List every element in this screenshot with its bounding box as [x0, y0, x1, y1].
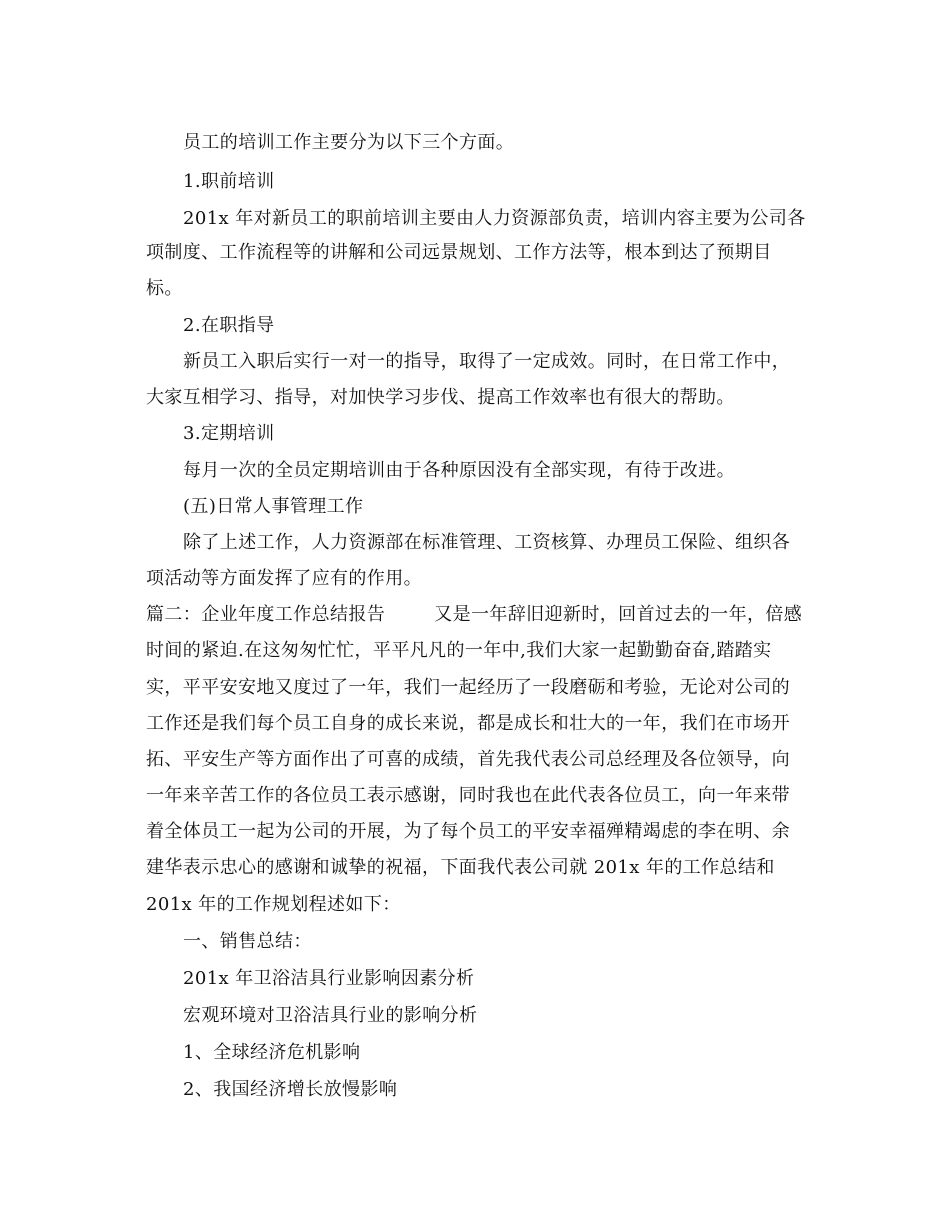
- heading-industry-factors: 201x 年卫浴洁具行业影响因素分析: [183, 968, 475, 989]
- list-item-growth-slowdown: 2、我国经济增长放慢影响: [183, 1079, 398, 1100]
- heading-pre-job-training: 1.职前培训: [183, 171, 275, 192]
- paragraph-report-line-9: 201x 年的工作规划程述如下：: [146, 894, 401, 915]
- paragraph-periodic: 每月一次的全员定期培训由于各种原因没有全部实现，有待于改进。: [183, 460, 735, 481]
- paragraph-report-line-7: 着全体员工一起为公司的开展，为了每个员工的平安幸福殚精竭虑的李在明、余: [146, 821, 790, 842]
- heading-periodic-training: 3.定期培训: [183, 423, 275, 444]
- paragraph-pre-job-line-2: 项制度、工作流程等的讲解和公司远景规划、工作方法等，根本到达了预期目: [146, 242, 772, 263]
- paragraph-report-line-3: 实，平平安安地又度过了一年，我们一起经历了一段磨砺和考验，无论对公司的: [146, 677, 790, 698]
- paragraph-report-line-1: 篇二：企业年度工作总结报告 又是一年辞旧迎新时，回首过去的一年，倍感: [146, 604, 803, 625]
- paragraph-report-line-6: 一年来辛苦工作的各位员工表示感谢，同时我也在此代表各位员工，向一年来带: [146, 785, 790, 806]
- paragraph-on-job-line-1: 新员工入职后实行一对一的指导，取得了一定成效。同时，在日常工作中，: [183, 351, 791, 372]
- paragraph-daily-hr-line-2: 项活动等方面发挥了应有的作用。: [146, 568, 422, 589]
- list-item-global-crisis: 1、全球经济危机影响: [183, 1042, 361, 1063]
- paragraph-report-line-5: 拓、平安生产等方面作出了可喜的成绩，首先我代表公司总经理及各位领导，向: [146, 749, 790, 770]
- paragraph-report-line-2: 时间的紧迫.在这匆匆忙忙，平平凡凡的一年中,我们大家一起勤勤奋奋,踏踏实: [146, 640, 772, 661]
- heading-sales-summary: 一、销售总结：: [183, 931, 312, 952]
- heading-daily-hr-management: (五)日常人事管理工作: [183, 496, 364, 517]
- paragraph-training-intro: 员工的培训工作主要分为以下三个方面。: [183, 132, 515, 153]
- paragraph-pre-job-line-3: 标。: [146, 278, 183, 299]
- paragraph-report-line-8: 建华表示忠心的感谢和诚挚的祝福，下面我代表公司就 201x 年的工作总结和: [146, 857, 775, 878]
- paragraph-on-job-line-2: 大家互相学习、指导，对加快学习步伐、提高工作效率也有很大的帮助。: [146, 387, 735, 408]
- paragraph-report-line-4: 工作还是我们每个员工自身的成长来说，都是成长和壮大的一年，我们在市场开: [146, 713, 790, 734]
- heading-macro-environment: 宏观环境对卫浴洁具行业的影响分析: [183, 1005, 478, 1026]
- heading-on-job-guidance: 2.在职指导: [183, 315, 275, 336]
- paragraph-pre-job-line-1: 201x 年对新员工的职前培训主要由人力资源部负责，培训内容主要为公司各: [183, 208, 806, 229]
- paragraph-daily-hr-line-1: 除了上述工作，人力资源部在标准管理、工资核算、办理员工保险、组织各: [183, 532, 791, 553]
